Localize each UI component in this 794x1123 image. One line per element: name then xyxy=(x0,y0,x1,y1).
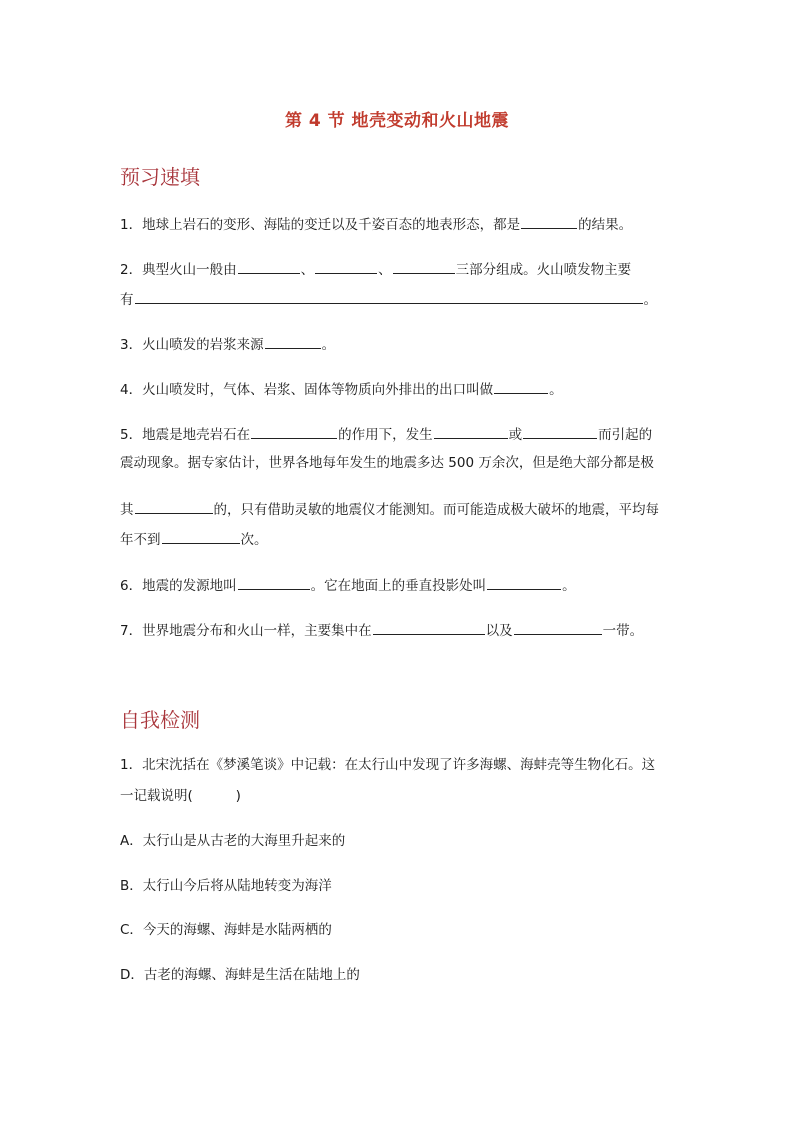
question-text: 一带。 xyxy=(602,623,644,639)
option-d[interactable]: D．古老的海螺、海蚌是生活在陆地上的 xyxy=(120,967,360,983)
question-text: 次。 xyxy=(240,532,268,548)
preview-question-4 xyxy=(120,379,563,399)
answer-blank[interactable] xyxy=(521,214,577,229)
question-text: 1．北宋沈括在《梦溪笔谈》中记载：在太行山中发现了许多海螺、海蚌壳等生物化石。这 xyxy=(120,757,656,773)
question-text: 以及 xyxy=(485,623,513,639)
answer-blank[interactable] xyxy=(373,620,485,635)
question-text: 、 xyxy=(300,262,315,278)
question-text: 4．火山喷发时，气体、岩浆、固体等物质向外排出的出口叫做 xyxy=(120,382,494,398)
question-text: 6．地震的发源地叫 xyxy=(120,578,237,594)
preview-question-2 xyxy=(120,259,631,279)
question-text: 。 xyxy=(321,337,336,353)
question-text: 三部分组成。火山喷发物主要 xyxy=(455,262,632,278)
question-text: 或 xyxy=(508,427,523,443)
answer-blank[interactable] xyxy=(162,529,240,544)
question-text: 的结果。 xyxy=(578,217,633,233)
preview-question-1 xyxy=(120,214,632,234)
option-a[interactable]: A．太行山是从古老的大海里升起来的 xyxy=(120,833,346,849)
option-b[interactable]: B．太行山今后将从陆地转变为海洋 xyxy=(120,878,332,894)
question-text: 震动现象。据专家估计，世界各地每年发生的地震多达 500 万余次，但是绝大部分都是极 xyxy=(120,455,654,471)
question-text: 2．典型火山一般由 xyxy=(120,262,237,278)
question-text: 3．火山喷发的岩浆来源 xyxy=(120,337,264,353)
question-text: 。 xyxy=(643,292,657,308)
preview-question-5 xyxy=(120,424,652,444)
question-text: 。 xyxy=(562,578,576,594)
question-text: 一记载说明( ) xyxy=(120,788,241,804)
question-text: 、 xyxy=(378,262,392,278)
question-text: 。 xyxy=(549,382,563,398)
answer-blank[interactable] xyxy=(238,575,310,590)
question-text: 而引起的 xyxy=(598,427,653,443)
section-self-check-heading: 自我检测 xyxy=(120,708,200,732)
preview-question-3 xyxy=(120,334,335,354)
preview-question-5-cont xyxy=(120,499,659,519)
question-text: 的，只有借助灵敏的地震仪才能测知。而可能造成极大破坏的地震，平均每 xyxy=(213,502,659,518)
answer-blank[interactable] xyxy=(523,424,597,439)
check-question-1-cont xyxy=(120,787,241,805)
question-text: 的作用下，发生 xyxy=(338,427,433,443)
answer-blank[interactable] xyxy=(487,575,561,590)
answer-blank[interactable] xyxy=(434,424,508,439)
answer-blank[interactable] xyxy=(135,499,213,514)
preview-question-2-cont xyxy=(120,289,657,309)
preview-question-5-cont xyxy=(120,529,268,549)
answer-blank[interactable] xyxy=(251,424,337,439)
preview-question-5-cont xyxy=(120,454,654,472)
section-preview-heading: 预习速填 xyxy=(120,165,200,189)
page-title: 第 4 节 地壳变动和火山地震 xyxy=(284,111,510,131)
answer-blank[interactable] xyxy=(238,259,300,274)
question-text: 5．地震是地壳岩石在 xyxy=(120,427,251,443)
question-text: 其 xyxy=(120,502,134,518)
preview-question-6 xyxy=(120,575,576,595)
answer-blank[interactable] xyxy=(514,620,602,635)
check-question-1 xyxy=(120,756,655,774)
preview-question-7 xyxy=(120,620,643,640)
question-text: 7．世界地震分布和火山一样，主要集中在 xyxy=(120,623,372,639)
option-c[interactable]: C．今天的海螺、海蚌是水陆两栖的 xyxy=(120,922,332,938)
answer-blank[interactable] xyxy=(494,379,548,394)
answer-blank[interactable] xyxy=(393,259,455,274)
question-text: 1．地球上岩石的变形、海陆的变迁以及千姿百态的地表形态，都是 xyxy=(120,217,521,233)
answer-blank[interactable] xyxy=(135,289,643,304)
question-text: 年不到 xyxy=(120,532,161,548)
question-text: 有 xyxy=(120,292,134,308)
question-text: 。它在地面上的垂直投影处叫 xyxy=(310,578,487,594)
answer-blank[interactable] xyxy=(315,259,377,274)
answer-blank[interactable] xyxy=(265,334,321,349)
